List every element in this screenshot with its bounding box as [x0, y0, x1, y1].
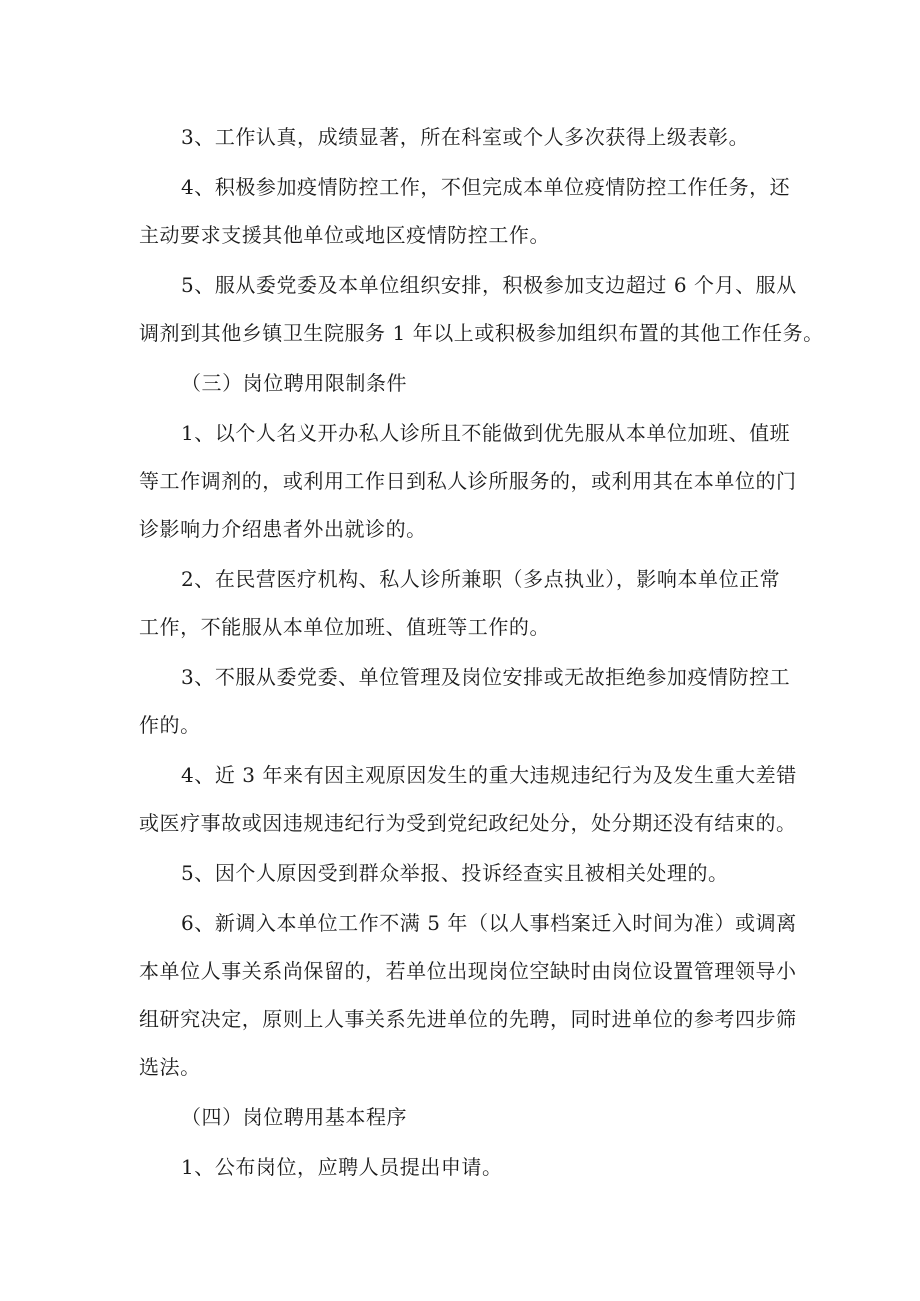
- restriction-6-line-2: 本单位人事关系尚保留的，若单位出现岗位空缺时由岗位设置管理领导小: [139, 959, 797, 983]
- restriction-2-line-1: 2、在民营医疗机构、私人诊所兼职（多点执业），影响本单位正常: [181, 567, 781, 591]
- restriction-3-line-2: 作的。: [139, 713, 201, 737]
- restriction-6-line-1: 6、新调入本单位工作不满 5 年（以人事档案迁入时间为准）或调离: [181, 911, 797, 935]
- criterion-5-line-1: 5、服从委党委及本单位组织安排，积极参加支边超过 6 个月、服从: [181, 273, 797, 297]
- restriction-4-line-1: 4、近 3 年来有因主观原因发生的重大违规违纪行为及发生重大差错: [181, 763, 797, 787]
- criterion-4-line-2: 主动要求支援其他单位或地区疫情防控工作。: [139, 223, 550, 247]
- restriction-5: 5、因个人原因受到群众举报、投诉经查实且被相关处理的。: [181, 861, 729, 885]
- restriction-6-line-4: 选法。: [139, 1055, 201, 1079]
- restriction-6-line-3: 组研究决定，原则上人事关系先进单位的先聘，同时进单位的参考四步筛: [139, 1007, 797, 1031]
- section-heading-4: （四）岗位聘用基本程序: [181, 1105, 408, 1129]
- procedure-1: 1、公布岗位，应聘人员提出申请。: [181, 1155, 503, 1179]
- criterion-4-line-1: 4、积极参加疫情防控工作，不但完成本单位疫情防控工作任务，还: [181, 175, 791, 199]
- section-heading-3: （三）岗位聘用限制条件: [181, 371, 408, 395]
- restriction-4-line-2: 或医疗事故或因违规违纪行为受到党纪政纪处分，处分期还没有结束的。: [139, 811, 797, 835]
- restriction-2-line-2: 工作，不能服从本单位加班、值班等工作的。: [139, 615, 550, 639]
- restriction-1-line-1: 1、以个人名义开办私人诊所且不能做到优先服从本单位加班、值班: [181, 421, 791, 445]
- criterion-5-line-2: 调剂到其他乡镇卫生院服务 1 年以上或积极参加组织布置的其他工作任务。: [139, 321, 824, 345]
- restriction-3-line-1: 3、不服从委党委、单位管理及岗位安排或无故拒绝参加疫情防控工: [181, 665, 791, 689]
- restriction-1-line-3: 诊影响力介绍患者外出就诊的。: [139, 517, 427, 541]
- restriction-1-line-2: 等工作调剂的，或利用工作日到私人诊所服务的，或利用其在本单位的门: [139, 469, 797, 493]
- criterion-3: 3、工作认真，成绩显著，所在科室或个人多次获得上级表彰。: [181, 125, 750, 149]
